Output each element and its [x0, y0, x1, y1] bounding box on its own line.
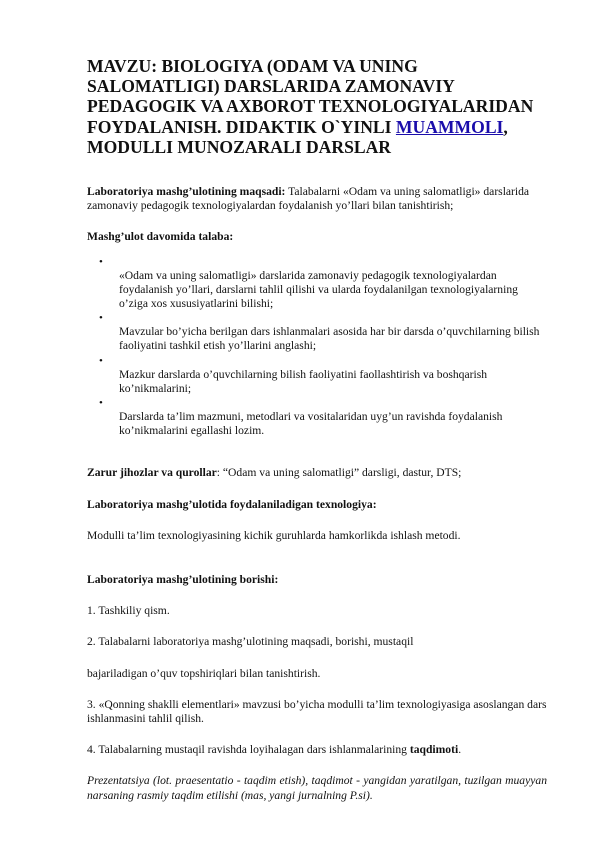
course-heading: Laboratoriya mashg’ulotining borishi:	[87, 573, 279, 587]
list-item-text: «Odam va uning salomatligi» darslarida zamonaviy pedagogik texnologiyalardan foydalanish yo’llari, darslarni tahlil qilishi va ularda foydalanilgan texnologiyalarning o’ziga xos xususiyatlarini bilishi;	[119, 268, 518, 311]
student-heading: Mashg’ulot davomida talaba:	[87, 230, 234, 244]
document-page	[87, 56, 547, 803]
title-text-end: , MODULLI MUNOZARALI DARSLAR	[87, 116, 508, 157]
bullet-icon: •	[99, 255, 103, 268]
step-4-text: 4. Talabalarning mustaqil ravishda loyihalagan dars ishlanmalarining	[87, 743, 410, 757]
objective-text: Talabalarni «Odam va uning salomatligi» darslarida zamonaviy pedagogik texnologiyalardan foydalanish yo’llari bilan tanishtirish;	[87, 185, 530, 213]
step-3: 3. «Qonning shaklli elementlari» mavzusi bo’yicha modulli ta’lim texnologiyasiga asoslangan dars ishlanmasini tahlil qilish.	[87, 697, 547, 726]
list-item	[87, 396, 547, 438]
list-item	[87, 311, 547, 353]
objective-label: Laboratoriya mashg’ulotining maqsadi:	[87, 185, 286, 199]
step-4-end: .	[458, 743, 462, 757]
presentation-note: Prezentatsiya (lot. praesentatio - taqdim etish), taqdimot - yangidan yaratilgan, tuzilgan muayyan narsaning rasmiy taqdim etilishi (mas, yangi jurnalning P.si).	[87, 774, 547, 802]
step-2-continued: bajariladigan o’quv topshiriqlari bilan tanishtirish.	[87, 666, 321, 680]
bullet-icon: •	[99, 312, 103, 325]
title-text: MAVZU: BIOLOGIYA (ODAM VA UNING SALOMATLIGI) DARSLARIDA ZAMONAVIY PEDAGOGIK VA AXBOROT TEXNOLOGIYALARIDAN FOYDALANISH. DIDAKTIK O`YINLI	[87, 56, 534, 137]
list-item	[87, 255, 547, 312]
technology-heading: Laboratoriya mashg’ulotida foydalaniladigan texnologiya:	[87, 497, 377, 511]
bullet-icon: •	[99, 397, 103, 410]
step-4-bold: taqdimoti	[409, 743, 459, 757]
technology-text: Modulli ta’lim texnologiyasining kichik guruhlarda hamkorlikda ishlash metodi.	[87, 528, 461, 542]
list-item-text: Darslarda ta’lim mazmuni, metodlari va vositalaridan uyg’un ravishda foydalanish ko’nikmalarini egallashi lozim.	[119, 410, 503, 438]
equipment-text: : “Odam va uning salomatligi” darsligi, dastur, DTS;	[216, 466, 462, 480]
list-item-text: Mazkur darslarda o’quvchilarning bilish faoliyatini faollashtirish va boshqarish ko’nikmalarini;	[119, 367, 488, 395]
step-1: 1. Tashkiliy qism.	[87, 604, 170, 618]
title-link-muammoli[interactable]: MUAMMOLI	[395, 116, 504, 137]
equipment-paragraph	[87, 466, 547, 480]
list-item-text: Mavzular bo’yicha berilgan dars ishlanmalari asosida har bir darsda o’quvchilarning bilish faoliyatini tashkil etish yo’llarini anglashi;	[119, 325, 540, 353]
step-2: 2. Talabalarni laboratoriya mashg’ulotining maqsadi, borishi, mustaqil	[87, 635, 414, 649]
step-4	[87, 743, 547, 757]
list-item	[87, 354, 547, 396]
outcomes-list	[87, 255, 547, 439]
bullet-icon: •	[99, 354, 103, 367]
equipment-label: Zarur jihozlar va qurollar	[87, 466, 217, 480]
objective-paragraph	[87, 185, 547, 213]
page-title	[87, 56, 547, 157]
